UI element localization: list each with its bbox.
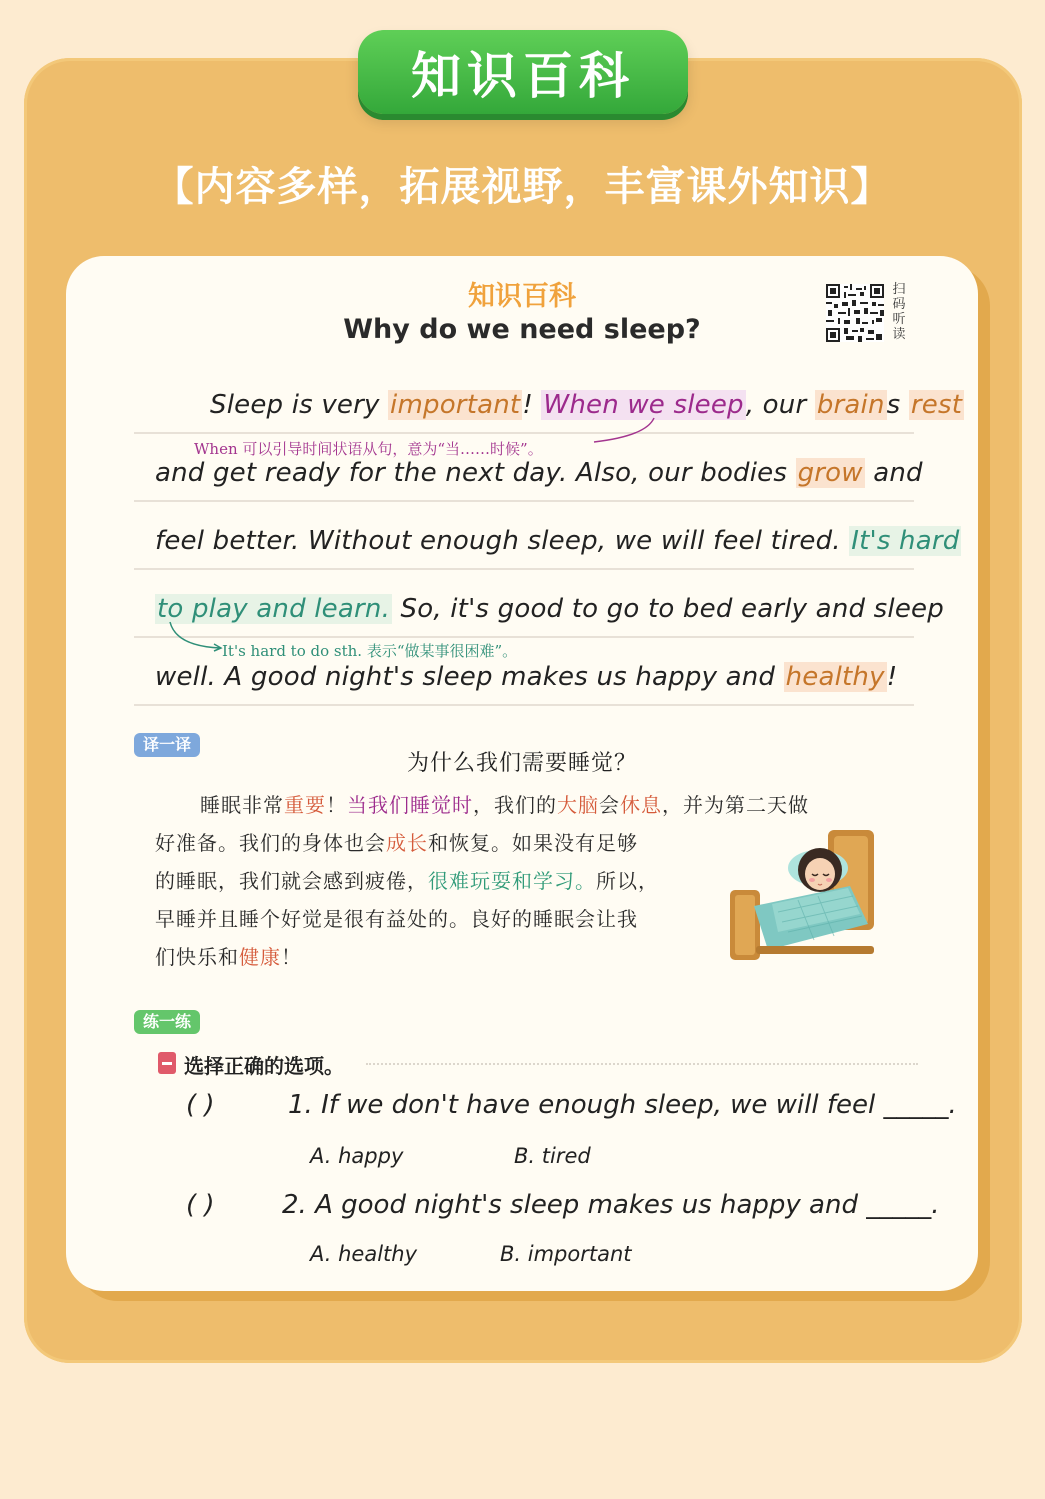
grammar-when-clause: When we sleep — [543, 390, 744, 420]
minus-square-icon — [158, 1052, 176, 1074]
cn-vocab: 健康 — [239, 945, 281, 969]
text: ！ — [326, 793, 347, 817]
text: 早睡并且睡个好觉是很有益处的。良好的睡眠会让我 — [155, 907, 638, 931]
qr-code-icon[interactable] — [826, 284, 884, 342]
article-title: Why do we need sleep? — [343, 314, 701, 345]
answer-blank-1[interactable]: ( ) — [186, 1090, 215, 1120]
text: 会 — [599, 793, 620, 817]
text: 所以， — [596, 869, 659, 893]
english-line-2 — [155, 458, 923, 488]
english-line-4 — [155, 594, 944, 624]
section-badge — [358, 30, 688, 114]
text: and get ready for the next day. Also, our bodies — [155, 458, 796, 488]
sleeping-girl-illustration — [728, 828, 888, 968]
badge-label: 知识百科 — [411, 47, 635, 105]
exercise-heading — [158, 1052, 918, 1076]
vocab-healthy: healthy — [785, 662, 885, 692]
text: s — [886, 390, 909, 420]
vocab-grow: grow — [797, 458, 863, 488]
text: ，并为第二天做 — [662, 793, 809, 817]
text: 睡眠非常 — [200, 793, 284, 817]
text: ! — [522, 390, 542, 420]
rule-line — [134, 500, 914, 502]
option-2a[interactable]: A. healthy — [310, 1242, 418, 1266]
cn-vocab: 成长 — [386, 831, 428, 855]
note-when: When 可以引导时间状语从句，意为“当……时候”。 — [194, 440, 543, 458]
english-line-5 — [155, 662, 898, 692]
card-section-title: 知识百科 — [468, 281, 576, 312]
text: ！ — [281, 945, 302, 969]
text: 好准备。我们的身体也会 — [155, 831, 386, 855]
text: feel better. Without enough sleep, we will feel tired. — [155, 526, 850, 556]
grammar-to-play-and-learn: to play and learn. — [157, 594, 391, 624]
grammar-its-hard: It's hard — [851, 526, 960, 556]
cn-vocab: 大脑 — [557, 793, 599, 817]
text: So, it's good to go to bed early and sleep — [392, 594, 944, 624]
text: 们快乐和 — [155, 945, 239, 969]
option-1a[interactable]: A. happy — [310, 1144, 404, 1168]
qr-label: 扫码听读 — [892, 282, 906, 342]
cn-vocab: 重要 — [284, 793, 326, 817]
rule-line — [134, 568, 914, 570]
text: Sleep is very — [210, 390, 389, 420]
exercise-instruction: 选择正确的选项。 — [184, 1054, 344, 1078]
note-its-hard: It's hard to do sth. 表示“做某事很困难”。 — [222, 642, 518, 660]
vocab-rest: rest — [910, 390, 963, 420]
option-1b[interactable]: B. tired — [514, 1144, 591, 1168]
translation-title: 为什么我们需要睡觉？ — [406, 751, 637, 776]
text: ，我们的 — [473, 793, 557, 817]
dotted-divider — [366, 1063, 918, 1065]
translation-line-5 — [155, 938, 715, 977]
note-arrow — [166, 620, 226, 654]
text: ! — [886, 662, 898, 692]
text: 的睡眠，我们就会感到疲倦， — [155, 869, 428, 893]
question-1: 1. If we don't have enough sleep, we will feel _____. — [288, 1090, 957, 1120]
note-arrow — [586, 416, 666, 446]
translation-line-3 — [155, 862, 715, 901]
vocab-important: important — [390, 390, 521, 420]
rule-line — [134, 432, 914, 434]
translation-line-1 — [200, 786, 900, 825]
translate-tag: 译一译 — [134, 733, 200, 757]
text: and — [864, 458, 923, 488]
english-line-3 — [155, 526, 960, 556]
content-card — [66, 256, 978, 1291]
text: , our — [745, 390, 815, 420]
practice-tag: 练一练 — [134, 1010, 200, 1034]
rule-line — [134, 704, 914, 706]
answer-blank-2[interactable]: ( ) — [186, 1190, 215, 1220]
cn-grammar: 很难玩耍和学习。 — [428, 869, 596, 893]
rule-line — [134, 636, 914, 638]
vocab-brain: brain — [816, 390, 885, 420]
cn-vocab: 休息 — [620, 793, 662, 817]
question-2: 2. A good night's sleep makes us happy and _____. — [282, 1190, 940, 1220]
tagline: 【内容多样，拓展视野，丰富课外知识】 — [153, 164, 892, 210]
cn-grammar: 当我们睡觉时 — [347, 793, 473, 817]
text: well. A good night's sleep makes us happy and — [155, 662, 784, 692]
english-line-1 — [210, 390, 963, 420]
translation-line-2 — [155, 824, 715, 863]
translation-line-4 — [155, 900, 715, 939]
text: 和恢复。如果没有足够 — [428, 831, 638, 855]
option-2b[interactable]: B. important — [500, 1242, 632, 1266]
